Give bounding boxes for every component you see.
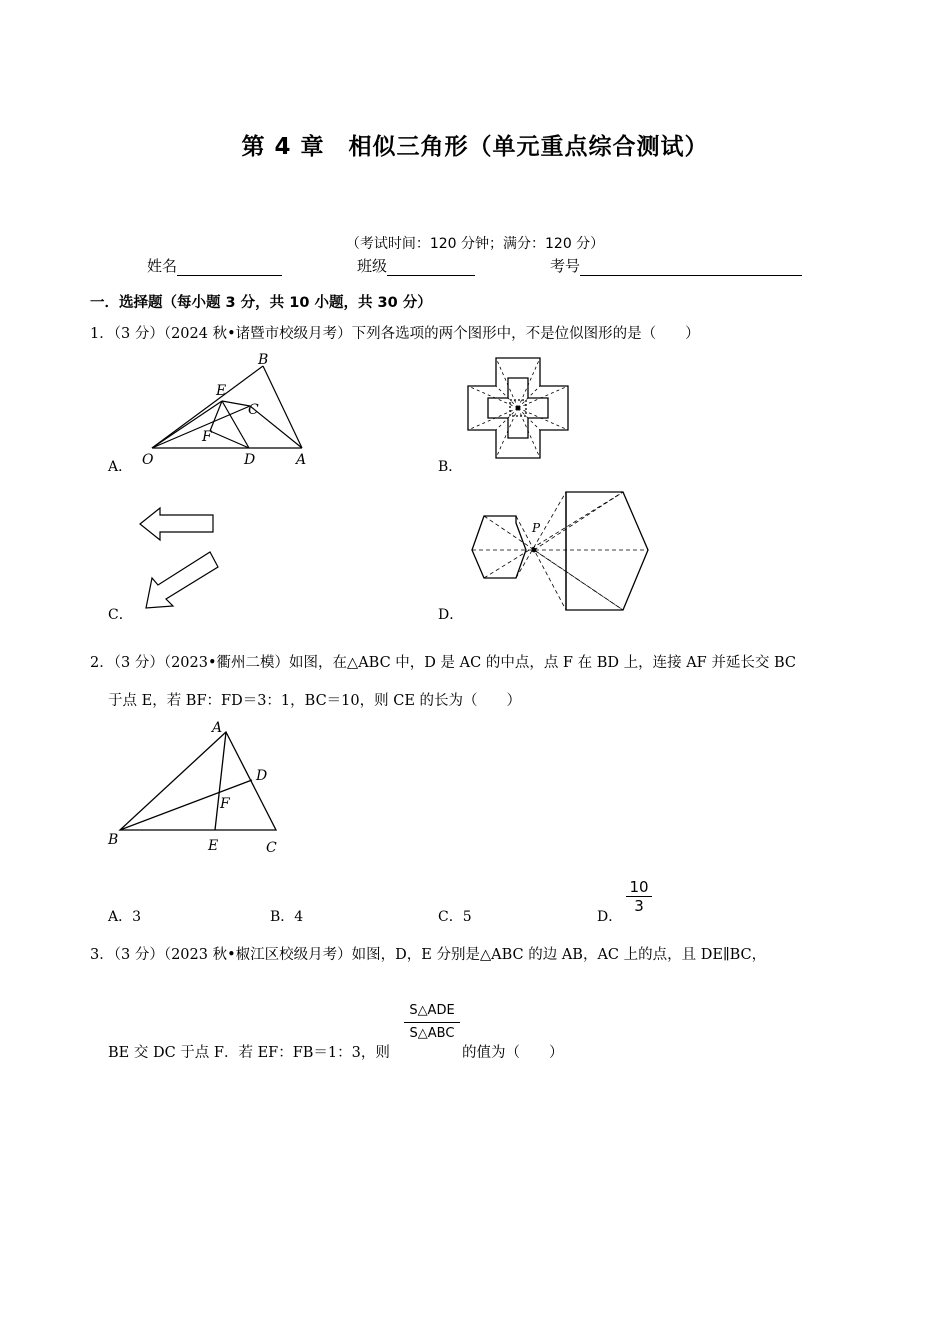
page-title: 第 4 章 相似三角形（单元重点综合测试） — [241, 134, 709, 160]
fig2-label-b: B — [108, 832, 119, 848]
number-label: 考号 — [550, 257, 581, 275]
number-field — [550, 255, 802, 276]
q2-option-d-fraction — [626, 878, 652, 915]
fig-a-label-a: A — [296, 452, 307, 468]
q1-stem: 下列各选项的两个图形中，不是位似图形的是（ ） — [351, 326, 700, 342]
q1-figure-c — [136, 500, 226, 616]
q2-option-d: D． — [597, 909, 623, 925]
section-heading: 一．选择题（每小题 3 分，共 10 小题，共 30 分） — [90, 295, 432, 311]
fig-a-label-e: E — [216, 383, 227, 399]
fig-a-label-c: C — [248, 402, 259, 418]
q2-option-c: C．5 — [438, 909, 472, 925]
fig2-label-a: A — [212, 720, 223, 736]
fig-a-label-b: B — [258, 352, 269, 368]
arrow-down-left-icon — [146, 552, 218, 608]
number-blank — [580, 259, 802, 276]
class-blank — [387, 259, 475, 276]
question-3 — [90, 943, 766, 964]
fig-a-label-f: F — [202, 429, 212, 445]
q1-option-d: D． — [438, 607, 464, 623]
q2-frac-numerator: 10 — [626, 878, 652, 897]
q2-figure — [104, 716, 294, 856]
q1-number: 1． — [90, 326, 114, 342]
q3-stem-line2b: 的值为（ ） — [462, 1045, 564, 1061]
question-2 — [90, 651, 796, 672]
q3-number: 3． — [90, 947, 114, 963]
fig2-label-d: D — [256, 768, 268, 784]
q3-frac-numerator: S△ADE — [404, 1000, 460, 1023]
name-label: 姓名 — [147, 257, 178, 275]
fig-d-label-p: P — [532, 521, 541, 535]
q1-figure-d — [466, 486, 652, 616]
fig-a-label-d: D — [244, 452, 256, 468]
name-blank — [177, 259, 282, 276]
q2-frac-denominator: 3 — [634, 897, 644, 915]
q2-score: （3 分） — [113, 655, 164, 671]
fig2-label-c: C — [266, 840, 277, 856]
name-field — [147, 255, 282, 276]
fig-a-label-o: O — [142, 452, 154, 468]
exam-note: （考试时间：120 分钟；满分：120 分） — [345, 236, 605, 252]
q1-figure-b — [462, 352, 576, 468]
q3-frac-denominator: S△ABC — [409, 1026, 455, 1041]
q1-score: （3 分） — [113, 326, 164, 342]
question-1 — [90, 322, 700, 343]
arrow-left-icon — [140, 508, 213, 540]
q1-option-c: C． — [108, 607, 133, 623]
q1-option-b: B． — [438, 459, 463, 475]
q1-figure-a — [138, 352, 318, 470]
q2-option-b: B．4 — [270, 909, 304, 925]
q3-source: （2023 秋•椒江区校级月考） — [163, 947, 352, 963]
q3-stem-line1: 如图，D，E 分别是△ABC 的边 AB，AC 上的点，且 DE∥BC， — [351, 947, 767, 963]
fig2-label-f: F — [220, 796, 230, 812]
class-label: 班级 — [357, 257, 388, 275]
q2-stem-line1: 如图，在△ABC 中，D 是 AC 的中点，点 F 在 BD 上，连接 AF 并延长交 BC — [289, 655, 796, 671]
q1-option-a: A． — [108, 459, 133, 475]
q3-fraction — [404, 1000, 460, 1045]
class-field — [357, 255, 475, 276]
q3-score: （3 分） — [113, 947, 164, 963]
q2-stem-line2: 于点 E，若 BF：FD＝3：1，BC＝10，则 CE 的长为（ ） — [108, 693, 522, 709]
q1-source: （2024 秋•诸暨市校级月考） — [163, 326, 352, 342]
q2-source: （2023•衢州二模） — [163, 655, 290, 671]
q2-option-a: A．3 — [108, 909, 142, 925]
q2-number: 2． — [90, 655, 114, 671]
fig2-label-e: E — [208, 838, 219, 854]
q3-stem-line2a: BE 交 DC 于点 F．若 EF：FB＝1：3，则 — [108, 1045, 390, 1061]
